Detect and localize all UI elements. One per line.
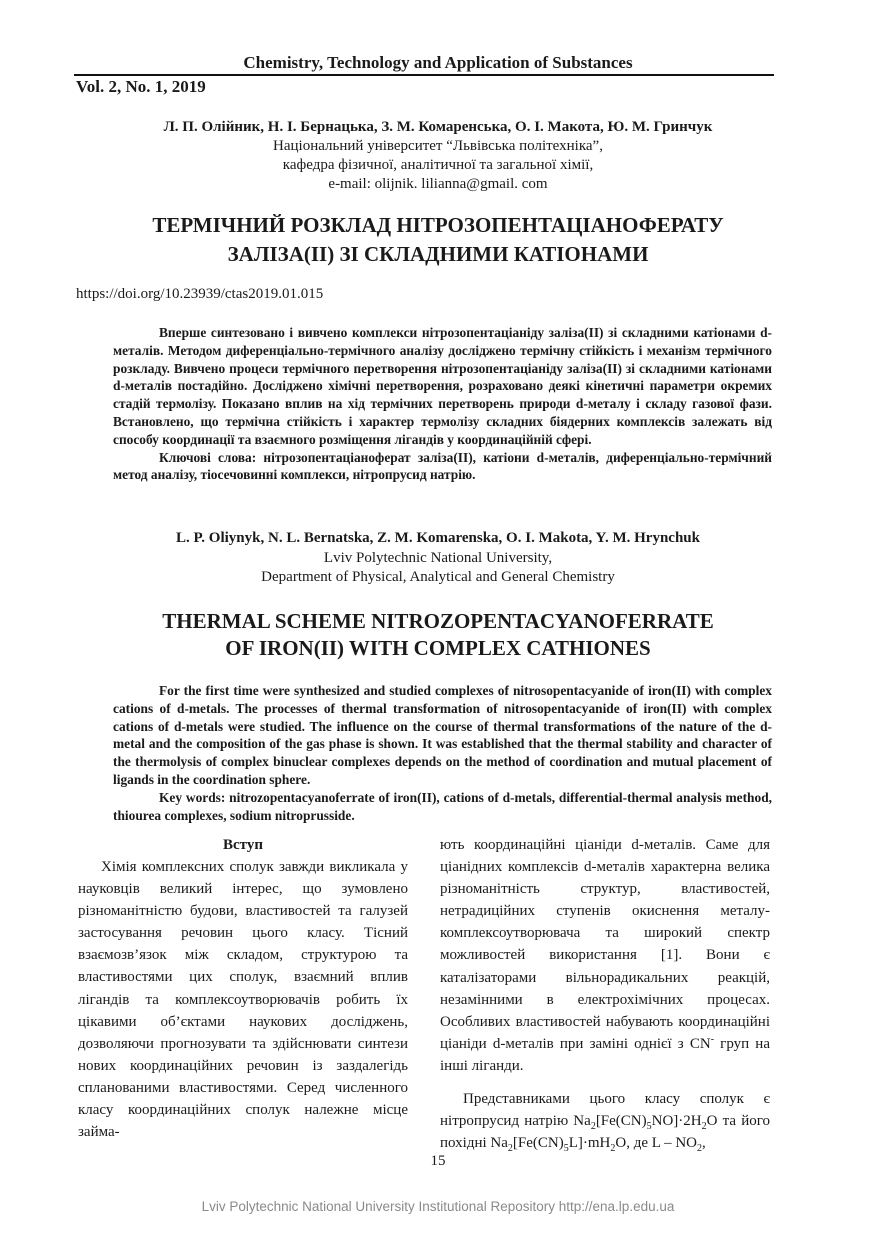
page-number: 15 <box>430 1153 446 1169</box>
affiliation-line: кафедра фізичної, аналітичної та загальної хімії, <box>282 157 594 173</box>
title-line: ТЕРМІЧНИЙ РОЗКЛАД НІТРОЗОПЕНТАЦІАНОФЕРАТУ <box>152 213 724 237</box>
affiliation-ua <box>60 137 816 194</box>
keywords: Ключові слова: нітрозопентаціаноферат заліза(ІІ), катіони d-металів, диференціально-термічний метод аналізу, тіосечовинні комплекси, нітропрусид натрію. <box>113 449 772 483</box>
volume-info: Vol. 2, No. 1, 2019 <box>76 77 206 96</box>
keywords: Key words: nitrozopentacyanoferrate of iron(II), cations of d-metals, differential-thermal analysis method, thiourea complexes, sodium nitroprusside. <box>113 789 772 823</box>
authors-en: L. P. Oliynyk, N. L. Bernatska, Z. M. Komarenska, O. I. Makota, Y. M. Hrynchuk <box>176 530 700 546</box>
paragraph: ють координаційні ціаніди d-металів. Саме для ціанідних комплексів d-металів характерна велика різноманітність структур, властивостей, нетрадиційних ступенів окиснення металу-комплексоутворювача та широкий спектр можливостей використання [1]. Вони є каталізаторами вільнорадикальних реакцій, незамінними в електрохімічних процесах. Особливих властивостей набувають координаційні ціаніди d-металів при заміні однієї з CN- груп на інші ліганди. <box>440 837 770 1074</box>
repository-footer: Lviv Polytechnic National University Institutional Repository http://ena.lp.edu.ua <box>201 1199 675 1214</box>
title-line: OF IRON(II) WITH COMPLEX CATHIONES <box>225 636 651 660</box>
header-divider <box>74 74 774 76</box>
body-column-right <box>440 834 770 1154</box>
title-line: THERMAL SCHEME NITROZOPENTACYANOFERRATE <box>162 609 714 633</box>
authors-ua: Л. П. Олійник, Н. І. Бернацька, З. М. Комаренська, О. І. Макота, Ю. М. Гринчук <box>163 119 713 135</box>
abstract-en <box>113 682 772 824</box>
affiliation-en <box>60 549 816 587</box>
abstract-ua <box>113 324 772 484</box>
doi-link[interactable]: https://doi.org/10.23939/ctas2019.01.015 <box>76 286 324 302</box>
abstract-text: For the first time were synthesized and studied complexes of nitrosopentacyanide of iron(II) with complex cations of d-metals. The processes of thermal transformation of nitrosopentacyanide of iron(II) with complex cations of d-metals were studied. The influence on the course of thermal transformations of the nature of the d-metal and the composition of the gas phase is shown. It was established that the thermal stability and character of the thermolysis of complex binuclear complexes depends on the method of coordination and mutual placement of ligands in the coordination sphere. <box>113 683 772 787</box>
affiliation-line: Department of Physical, Analytical and General Chemistry <box>261 569 615 585</box>
affiliation-line: Національний університет “Львівська політехніка”, <box>273 138 603 154</box>
paragraph: Хімія комплексних сполук завжди викликала у науковців великий інтерес, що зумовлено різноманітністю будови, властивостей та галузей застосування речовин цього класу. Тісний взаємозв’язок між складом, структурою та властивостями цих сполук, взаємний вплив лігандів та комплексоутворювачів робить їх цікавими об’єктами наукових досліджень, дозволяючи прогнозувати та здійснювати синтези нових координаційних речовин із заздалегідь спланованими властивостями. Серед численного класу координаційних сполук належне місце займа- <box>78 859 408 1141</box>
affiliation-line: Lviv Polytechnic National University, <box>323 550 553 566</box>
email-line: e-mail: olijnik. lilianna@gmail. com <box>328 176 548 192</box>
body-column-left <box>78 834 408 1143</box>
paragraph: Представниками цього класу сполук є нітропрусид натрію $Na_2[Fe(CN)_5NO]\cdot 2H_2O$ та його похідні $Na_2[Fe(CN)_5L]\cdot mH_2O$, де L – $NO_2$, <box>440 1091 770 1155</box>
journal-title: Chemistry, Technology and Application of Substances <box>243 53 633 72</box>
article-title-ua <box>40 211 836 269</box>
abstract-text: Вперше синтезовано і вивчено комплекси нітрозопентаціаніду заліза(ІІ) зі складними катіонами d-металів. Методом диференціально-термічного аналізу досліджено термічну стійкість і механізм термічного розкладу. Вивчено процеси термічного перетворення нітрозопентаціаніду заліза(ІІ) зі складними катіонами d-металів постадійно. Досліджено хімічні перетворення, розраховано деякі кінетичні параметри окремих стадій термолізу. Показано вплив на хід термічних перетворень природи d-металу і складу газової фази. Встановлено, що термічна стійкість і характер термолізу складних біядерних комплексів залежать від способу координації та взаємного розміщення лігандів у координаційній сфері. <box>113 325 772 447</box>
article-title-en <box>40 608 836 662</box>
section-title: Вступ <box>223 837 263 853</box>
title-line: ЗАЛІЗА(ІІ) ЗІ СКЛАДНИМИ КАТІОНАМИ <box>227 242 649 266</box>
